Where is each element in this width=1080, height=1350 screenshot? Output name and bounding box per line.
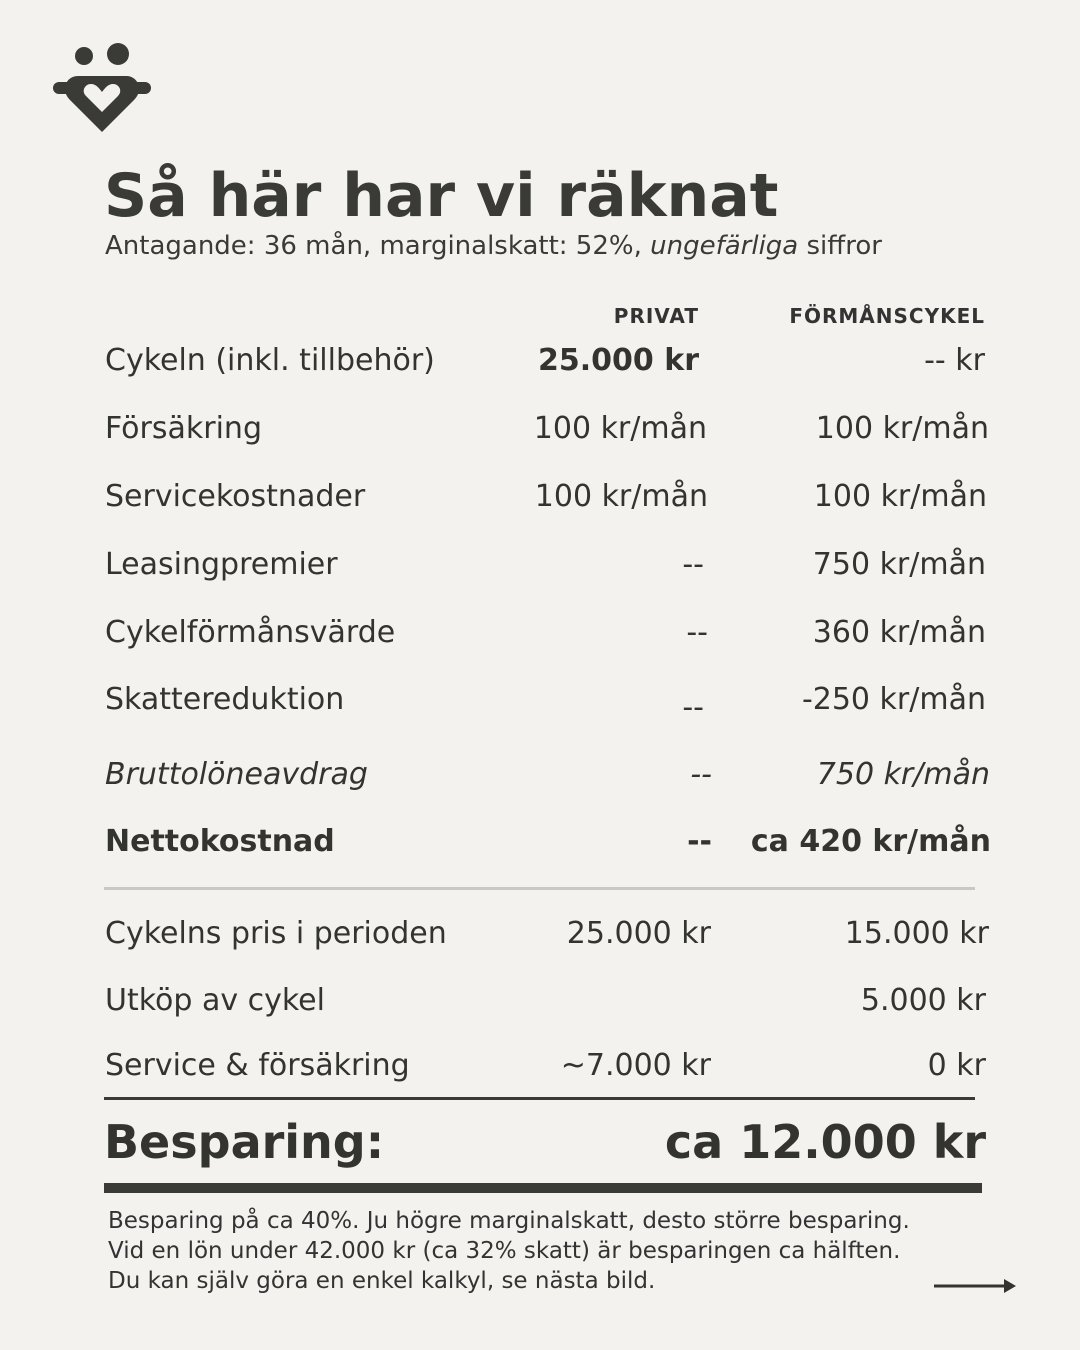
period-row — [0, 1041, 1080, 1091]
benefit-value: 750 kr/mån — [812, 547, 986, 582]
benefit-value: 100 kr/mån — [815, 411, 989, 446]
cost-row — [0, 675, 1080, 725]
divider — [104, 887, 975, 890]
subtitle-suffix: siffror — [798, 231, 882, 261]
benefit-value: 360 kr/mån — [812, 615, 986, 650]
private-value: 100 kr/mån — [533, 411, 707, 446]
page-subtitle — [105, 228, 882, 264]
footnote: Du kan själv göra en enkel kalkyl, se nästa bild. — [108, 1268, 656, 1294]
net-cost-row — [0, 817, 1080, 867]
subtitle-emphasis: ungefärliga — [650, 231, 799, 261]
row-label: Utköp av cykel — [105, 983, 325, 1018]
row-label: Bruttolöneavdrag — [105, 757, 368, 792]
page-title: Så här har vi räknat — [104, 161, 779, 231]
cost-row — [0, 336, 1080, 386]
benefit-value: 5.000 kr — [860, 983, 986, 1018]
row-label: Cykeln (inkl. tillbehör) — [105, 343, 435, 378]
arrow-right-icon[interactable] — [934, 1276, 1018, 1296]
row-label: Leasingpremier — [105, 547, 338, 582]
column-header-benefit: FÖRMÅNSCYKEL — [789, 304, 985, 328]
row-label: Cykelns pris i perioden — [105, 916, 447, 951]
private-value: -- — [686, 615, 708, 650]
private-value: 100 kr/mån — [534, 479, 708, 514]
benefit-value: ca 420 kr/mån — [750, 824, 991, 859]
divider — [104, 1183, 982, 1193]
cost-row — [0, 404, 1080, 454]
benefit-value: 0 kr — [927, 1048, 986, 1083]
row-label: Skattereduktion — [105, 682, 345, 717]
private-value: 25.000 kr — [566, 916, 711, 951]
column-header-private: PRIVAT — [613, 304, 699, 328]
cost-row — [0, 608, 1080, 658]
savings-label: Besparing: — [104, 1115, 385, 1169]
cost-row — [0, 540, 1080, 590]
private-value: -- — [682, 547, 704, 582]
footnote: Besparing på ca 40%. Ju högre marginalskatt, desto större besparing. — [108, 1208, 910, 1234]
benefit-value: -250 kr/mån — [801, 682, 986, 717]
private-value: ~7.000 kr — [560, 1048, 711, 1083]
period-row — [0, 909, 1080, 959]
benefit-value: 15.000 kr — [844, 916, 989, 951]
private-value: -- — [690, 757, 712, 792]
cost-row — [0, 750, 1080, 800]
row-label: Service & försäkring — [105, 1048, 410, 1083]
row-label: Nettokostnad — [105, 824, 335, 859]
cost-row — [0, 472, 1080, 522]
benefit-value: -- kr — [924, 343, 985, 378]
benefit-value: 100 kr/mån — [813, 479, 987, 514]
period-row — [0, 976, 1080, 1026]
subtitle-prefix: Antagande: 36 mån, marginalskatt: 52%, — [105, 231, 651, 261]
row-label: Servicekostnader — [105, 479, 366, 514]
private-value: -- — [687, 824, 712, 859]
benefit-value: 750 kr/mån — [816, 757, 990, 792]
row-label: Försäkring — [105, 411, 262, 446]
people-heart-logo — [52, 42, 152, 134]
savings-value: ca 12.000 kr — [664, 1115, 986, 1169]
private-value: 25.000 kr — [538, 343, 699, 378]
row-label: Cykelförmånsvärde — [105, 615, 396, 650]
private-value: -- — [682, 690, 704, 725]
divider — [104, 1097, 975, 1100]
footnote: Vid en lön under 42.000 kr (ca 32% skatt) är besparingen ca hälften. — [108, 1238, 901, 1264]
